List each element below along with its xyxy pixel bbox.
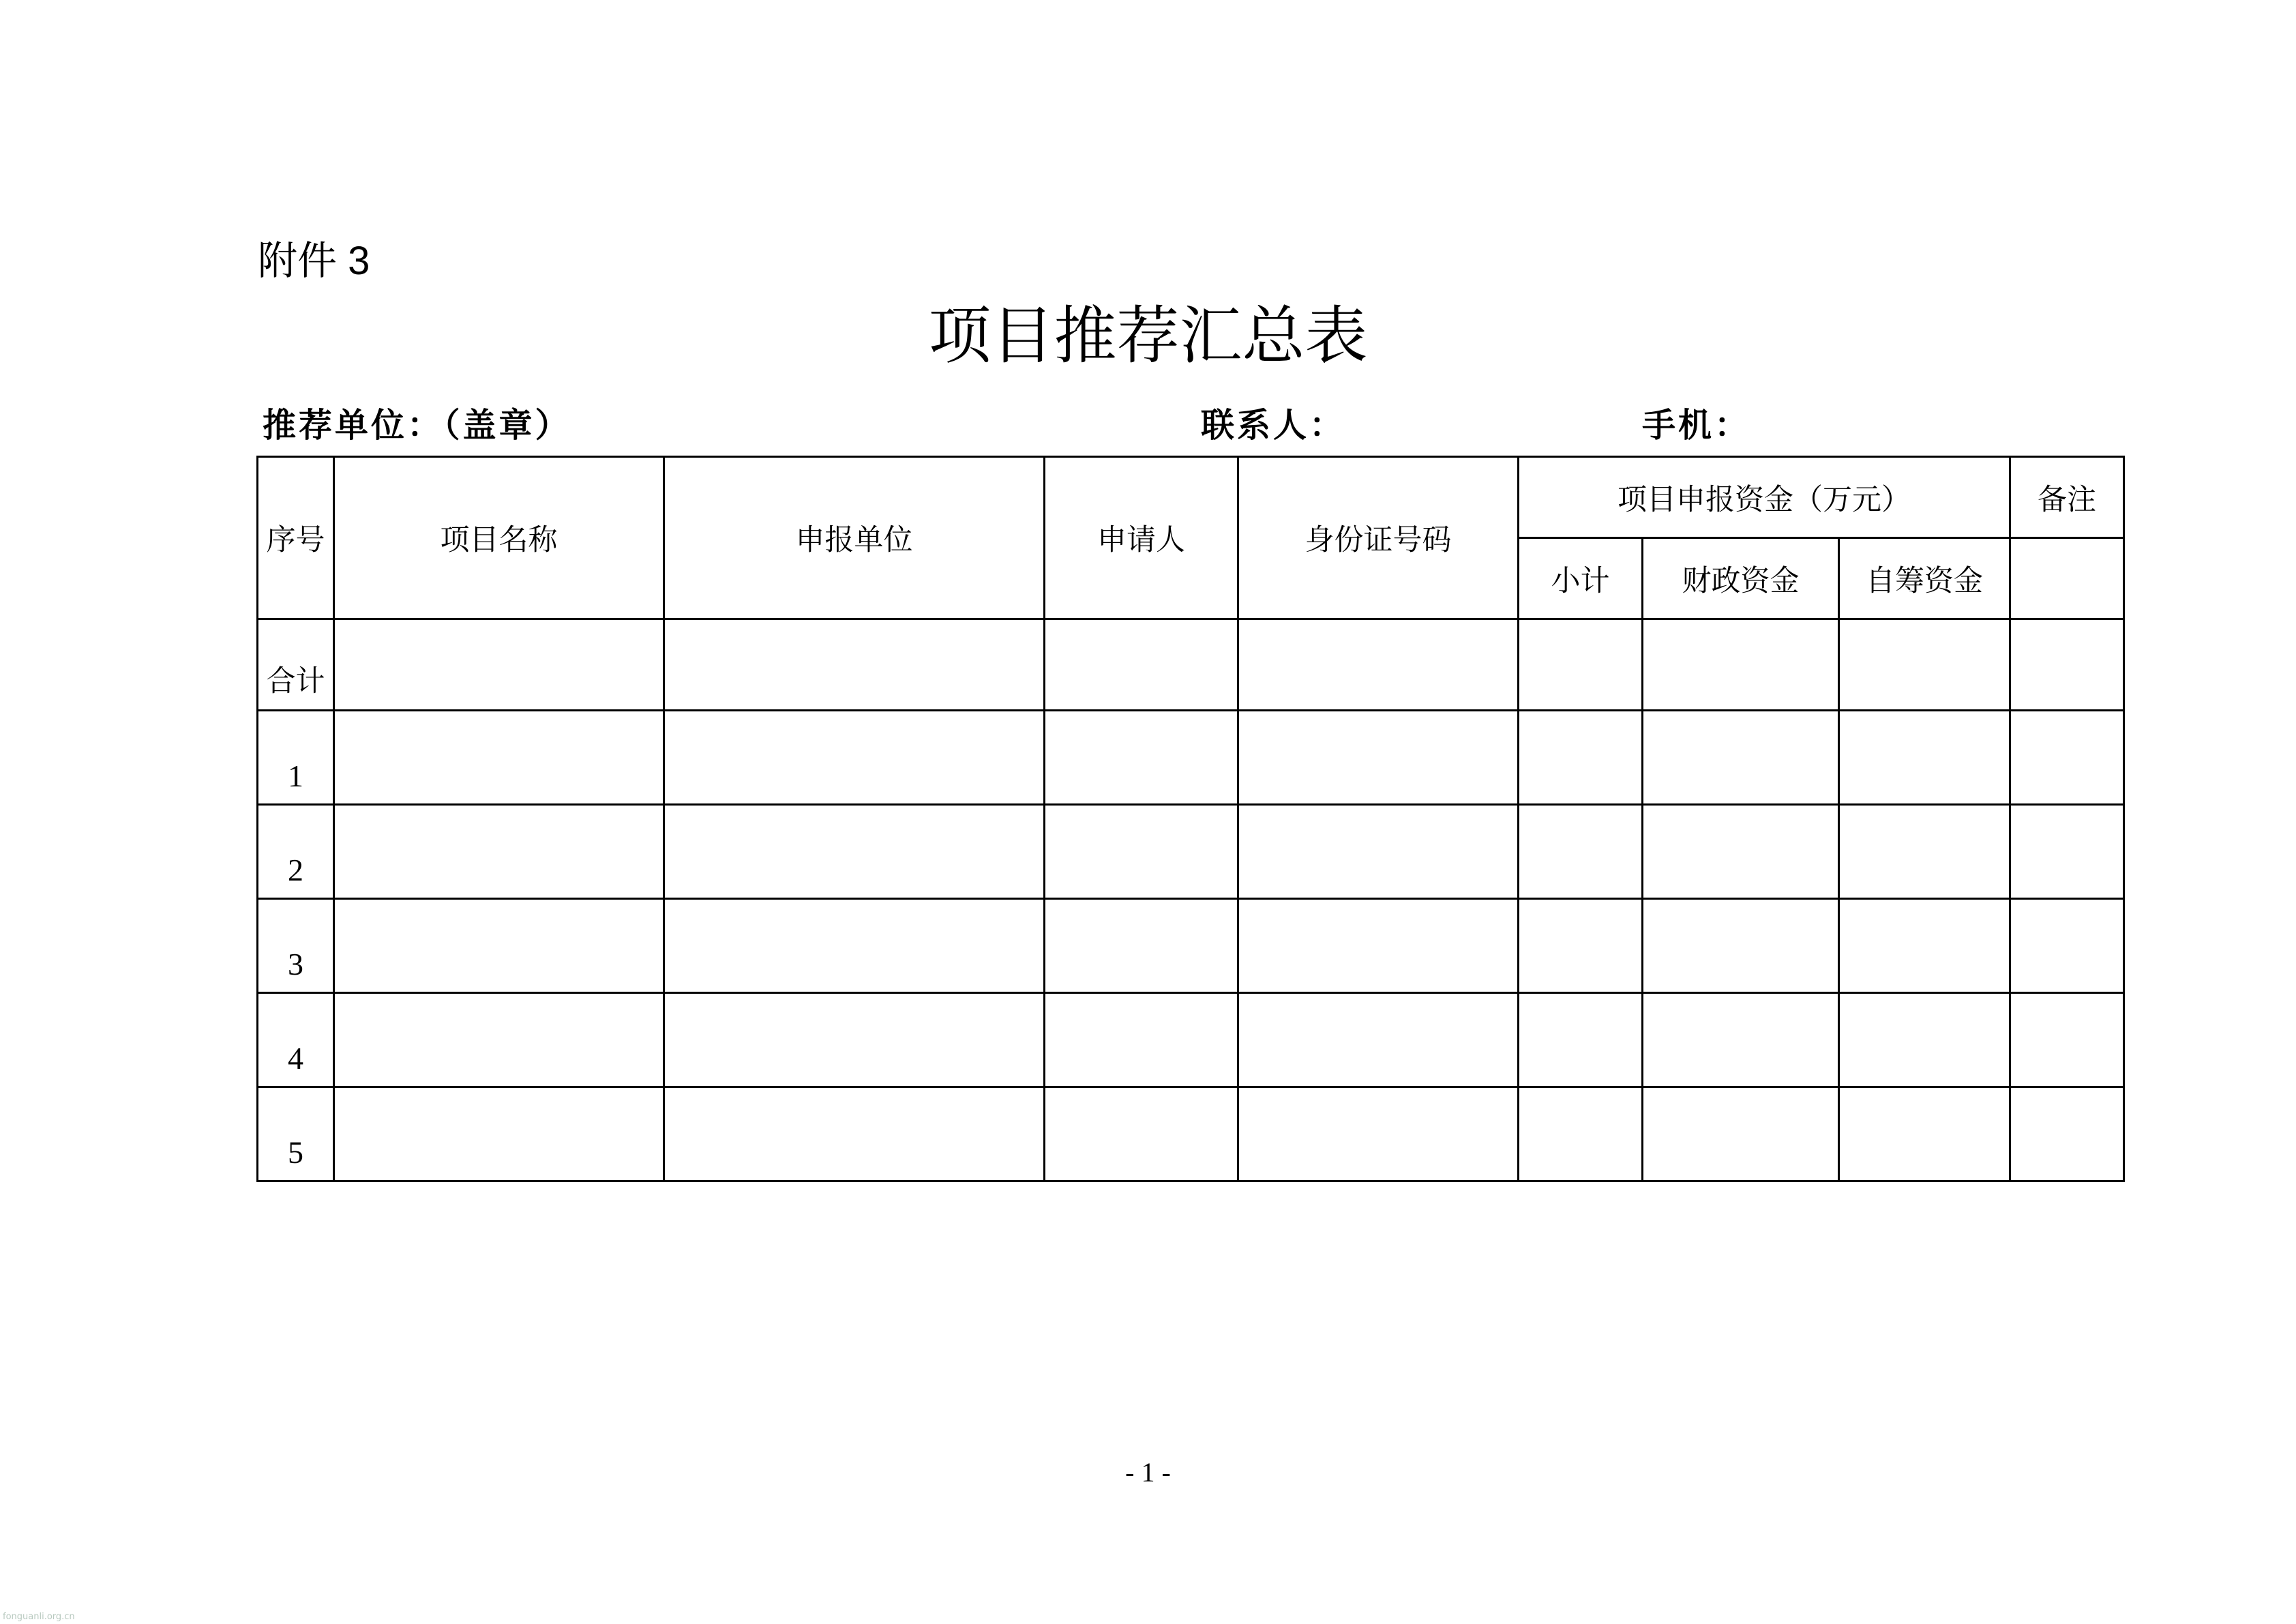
- table-cell[interactable]: [1643, 619, 1839, 711]
- table-cell[interactable]: [2010, 899, 2124, 993]
- table-cell[interactable]: [2010, 1087, 2124, 1181]
- table-cell[interactable]: [2010, 711, 2124, 805]
- header-project-name: 项目名称: [334, 457, 664, 619]
- row-number: 4: [258, 993, 334, 1087]
- table-cell[interactable]: [1839, 619, 2010, 711]
- table-cell[interactable]: [1238, 619, 1519, 711]
- table-cell[interactable]: [334, 1087, 664, 1181]
- table-cell[interactable]: [1045, 1087, 1238, 1181]
- row-number: 1: [258, 711, 334, 805]
- form-title: 项目推荐汇总表: [928, 299, 1368, 372]
- table-cell[interactable]: [1839, 711, 2010, 805]
- table-row: [258, 899, 2124, 993]
- table-cell[interactable]: [664, 1087, 1045, 1181]
- table-cell[interactable]: [664, 899, 1045, 993]
- table-cell[interactable]: [1238, 711, 1519, 805]
- recommending-unit-label: 推荐单位：（盖章）: [263, 405, 571, 445]
- table-cell[interactable]: [1643, 1087, 1839, 1181]
- table-cell[interactable]: [334, 899, 664, 993]
- table-cell[interactable]: [1643, 805, 1839, 899]
- table-cell[interactable]: [1519, 1087, 1643, 1181]
- table-cell[interactable]: [1045, 619, 1238, 711]
- row-number: 5: [258, 1087, 334, 1181]
- table-cell[interactable]: [334, 619, 664, 711]
- header-seq: 序号: [258, 457, 334, 619]
- table-cell[interactable]: [1839, 899, 2010, 993]
- header-remarks: 备注: [2010, 457, 2124, 538]
- total-label: 合计: [258, 619, 334, 711]
- header-remarks-blank: [2010, 538, 2124, 619]
- header-subtotal: 小计: [1519, 538, 1643, 619]
- page-number: - 1 -: [1125, 1457, 1171, 1488]
- table-cell[interactable]: [334, 711, 664, 805]
- table-cell[interactable]: [1839, 805, 2010, 899]
- header-applicant: 申请人: [1045, 457, 1238, 619]
- table-cell[interactable]: [664, 711, 1045, 805]
- table-cell[interactable]: [334, 805, 664, 899]
- table-cell[interactable]: [1238, 805, 1519, 899]
- total-row: [258, 619, 2124, 711]
- header-id-number: 身份证号码: [1238, 457, 1519, 619]
- table-cell[interactable]: [1839, 1087, 2010, 1181]
- table-cell[interactable]: [1643, 899, 1839, 993]
- mobile-phone-label: 手机：: [1642, 405, 1751, 445]
- header-applying-unit: 申报单位: [664, 457, 1045, 619]
- row-number: 3: [258, 899, 334, 993]
- attachment-label: 附件 3: [258, 239, 370, 283]
- table-cell[interactable]: [2010, 805, 2124, 899]
- watermark-text: fonguanli.org.cn: [3, 1612, 75, 1622]
- project-summary-table: [256, 456, 2125, 1182]
- table-cell[interactable]: [664, 993, 1045, 1087]
- table-cell[interactable]: [1238, 899, 1519, 993]
- table-cell[interactable]: [1045, 805, 1238, 899]
- row-number: 2: [258, 805, 334, 899]
- table-row: [258, 805, 2124, 899]
- table-cell[interactable]: [664, 619, 1045, 711]
- table-cell[interactable]: [2010, 993, 2124, 1087]
- table-cell[interactable]: [1045, 993, 1238, 1087]
- table-cell[interactable]: [1519, 899, 1643, 993]
- table-cell[interactable]: [1519, 711, 1643, 805]
- table-cell[interactable]: [1643, 993, 1839, 1087]
- table-cell[interactable]: [1238, 1087, 1519, 1181]
- table-row: [258, 711, 2124, 805]
- table-cell[interactable]: [1519, 619, 1643, 711]
- table-row: [258, 1087, 2124, 1181]
- table-cell[interactable]: [1643, 711, 1839, 805]
- table-cell[interactable]: [1519, 805, 1643, 899]
- table-cell[interactable]: [1045, 899, 1238, 993]
- table-cell[interactable]: [1045, 711, 1238, 805]
- header-self-raised-funds: 自筹资金: [1839, 538, 2010, 619]
- table-cell[interactable]: [1839, 993, 2010, 1087]
- table-cell[interactable]: [664, 805, 1045, 899]
- header-fiscal-funds: 财政资金: [1643, 538, 1839, 619]
- table-cell[interactable]: [1519, 993, 1643, 1087]
- table-cell[interactable]: [1238, 993, 1519, 1087]
- contact-person-label: 联系人：: [1201, 405, 1346, 445]
- table-cell[interactable]: [2010, 619, 2124, 711]
- table-cell[interactable]: [334, 993, 664, 1087]
- header-project-funds: 项目申报资金（万元）: [1519, 457, 2010, 538]
- table-row: [258, 993, 2124, 1087]
- header-row: [258, 457, 2124, 538]
